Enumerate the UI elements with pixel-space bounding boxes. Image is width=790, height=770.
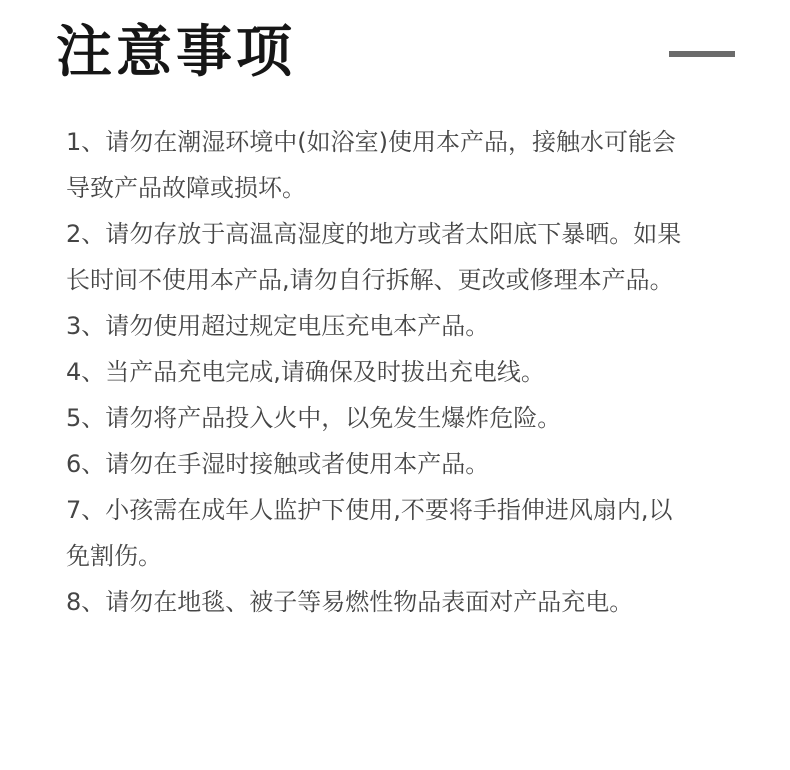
note-line: 4、当产品充电完成,请确保及时拔出充电线。 [66, 358, 545, 386]
note-line: 3、请勿使用超过规定电压充电本产品。 [66, 312, 490, 340]
note-line: 2、请勿存放于高温高湿度的地方或者太阳底下暴晒。如果 [66, 220, 682, 248]
note-line: 免割伤。 [66, 542, 162, 570]
note-line: 7、小孩需在成年人监护下使用,不要将手指伸进风扇内,以 [66, 496, 673, 524]
note-line: 5、请勿将产品投入火中，以免发生爆炸危险。 [66, 404, 562, 432]
note-line: 导致产品故障或损坏。 [66, 174, 306, 202]
note-line: 长时间不使用本产品,请勿自行拆解、更改或修理本产品。 [66, 266, 674, 294]
note-line: 6、请勿在手湿时接触或者使用本产品。 [66, 450, 490, 478]
notes-list [66, 119, 746, 625]
note-line: 8、请勿在地毯、被子等易燃性物品表面对产品充电。 [66, 588, 634, 616]
title-decoration-bar [669, 51, 735, 57]
page-title: 注意事项 [56, 20, 296, 85]
note-line: 1、请勿在潮湿环境中(如浴室)使用本产品，接触水可能会 [66, 128, 676, 156]
